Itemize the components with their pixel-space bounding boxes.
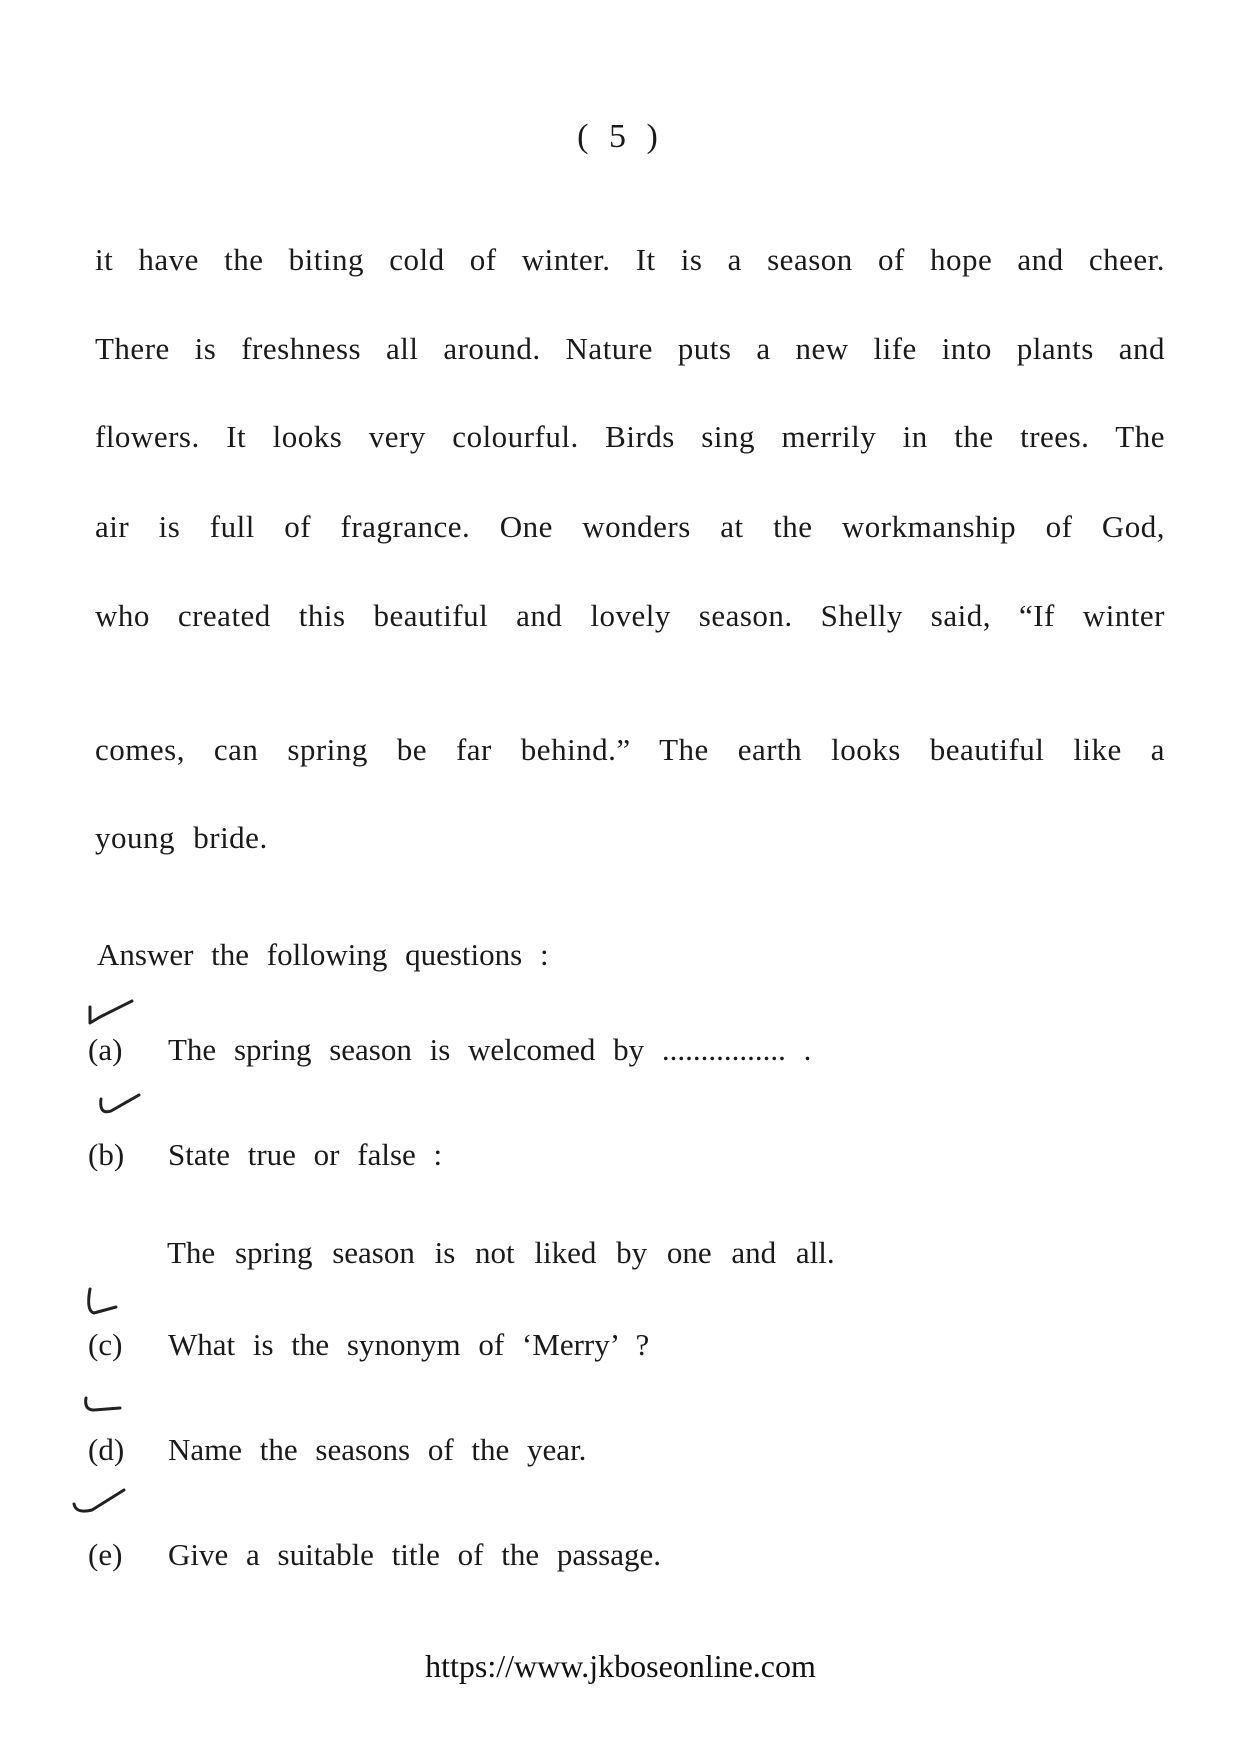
question-e: [88, 1537, 661, 1573]
passage-line-6: comes, can spring be far behind.” The earth looks beautiful like a: [95, 732, 1165, 767]
instruction-heading: Answer the following questions :: [97, 937, 549, 972]
question-a: [88, 1032, 811, 1068]
question-label: (e): [88, 1537, 123, 1572]
handwritten-tick-icon: [95, 1085, 155, 1125]
question-text: Give a suitable title of the passage.: [168, 1537, 662, 1572]
passage-line-5: who created this beautiful and lovely season. Shelly said, “If winter: [95, 598, 1165, 633]
question-label: (d): [88, 1432, 125, 1467]
handwritten-tick-icon: [68, 1482, 128, 1522]
passage-line-4: air is full of fragrance. One wonders at the workmanship of God,: [95, 509, 1165, 544]
handwritten-tick-icon: [80, 1283, 140, 1323]
passage-line-3: flowers. It looks very colourful. Birds sing merrily in the trees. The: [95, 419, 1165, 454]
footer-url[interactable]: https://www.jkboseonline.com: [425, 1648, 816, 1684]
page-number: ( 5 ): [577, 118, 664, 155]
question-text: What is the synonym of ‘Merry’ ?: [168, 1327, 650, 1362]
passage-line-7: young bride.: [95, 820, 268, 855]
handwritten-tick-icon: [82, 995, 142, 1035]
true-false-statement: The spring season is not liked by one and all.: [167, 1235, 835, 1270]
question-label: (a): [88, 1032, 123, 1067]
question-d: [88, 1432, 586, 1468]
question-b: [88, 1137, 442, 1173]
handwritten-tick-icon: [80, 1392, 140, 1432]
question-label: (b): [88, 1137, 125, 1172]
passage-line-1: it have the biting cold of winter. It is a season of hope and cheer.: [95, 242, 1165, 277]
question-label: (c): [88, 1327, 123, 1362]
question-text: State true or false :: [168, 1137, 443, 1172]
question-text: Name the seasons of the year.: [168, 1432, 587, 1467]
passage-line-2: There is freshness all around. Nature puts a new life into plants and: [95, 331, 1165, 366]
question-c: [88, 1327, 649, 1363]
question-text: The spring season is welcomed by ................ .: [168, 1032, 812, 1067]
